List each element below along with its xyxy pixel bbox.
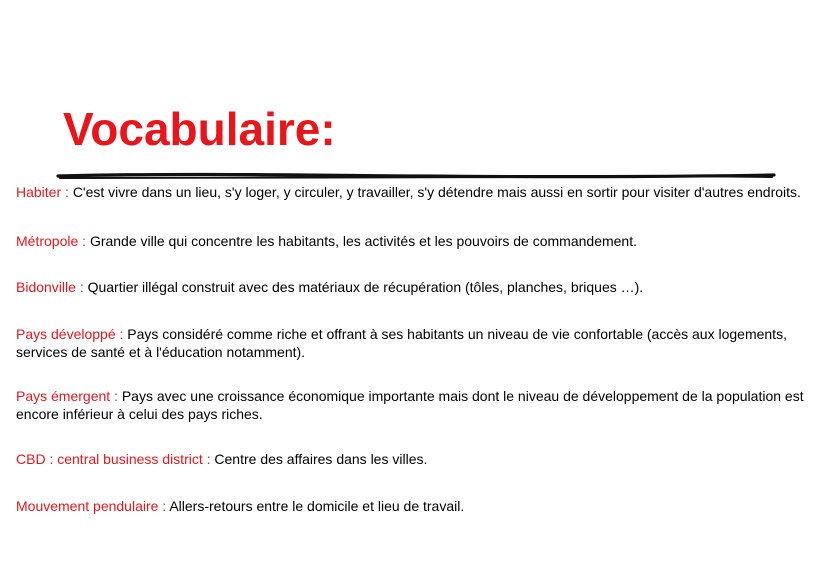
definition-term: Pays développé : — [16, 326, 128, 342]
definition-text: Pays considéré comme riche et offrant à ses habitants un niveau de vie confortable (accès aux logements, services de santé et à l'éducation notamment). — [16, 326, 787, 360]
definition-term: Habiter : — [16, 184, 73, 200]
definition-pays-emergent — [16, 387, 806, 423]
definition-term: Bidonville : — [16, 279, 88, 295]
definition-text: Grande ville qui concentre les habitants, les activités et les pouvoirs de commandement. — [89, 233, 637, 249]
definition-text: Quartier illégal construit avec des matériaux de récupération (tôles, planches, briques …). — [87, 279, 644, 295]
definition-term: CBD : central business district : — [16, 451, 215, 467]
definition-bidonville — [16, 278, 806, 296]
definition-term: Métropole : — [16, 233, 90, 249]
definition-pays-developpe — [16, 325, 806, 361]
definition-mouvement-pendulaire — [16, 497, 806, 515]
definition-metropole — [16, 232, 806, 250]
definition-term: Pays émergent : — [16, 388, 122, 404]
definition-text: Centre des affaires dans les villes. — [214, 451, 428, 467]
definition-text: C'est vivre dans un lieu, s'y loger, y circuler, y travailler, s'y détendre mais aussi en sortir pour visiter d'autres endroits. — [72, 184, 801, 200]
definition-cbd — [16, 450, 806, 468]
definition-habiter — [16, 183, 806, 201]
page-title: Vocabulaire: — [63, 103, 336, 155]
definition-text: Allers-retours entre le domicile et lieu de travail. — [169, 498, 465, 514]
definition-term: Mouvement pendulaire : — [16, 498, 170, 514]
definition-text: Pays avec une croissance économique importante mais dont le niveau de développement de la population est encore inférieur à celui des pays riches. — [16, 388, 804, 422]
